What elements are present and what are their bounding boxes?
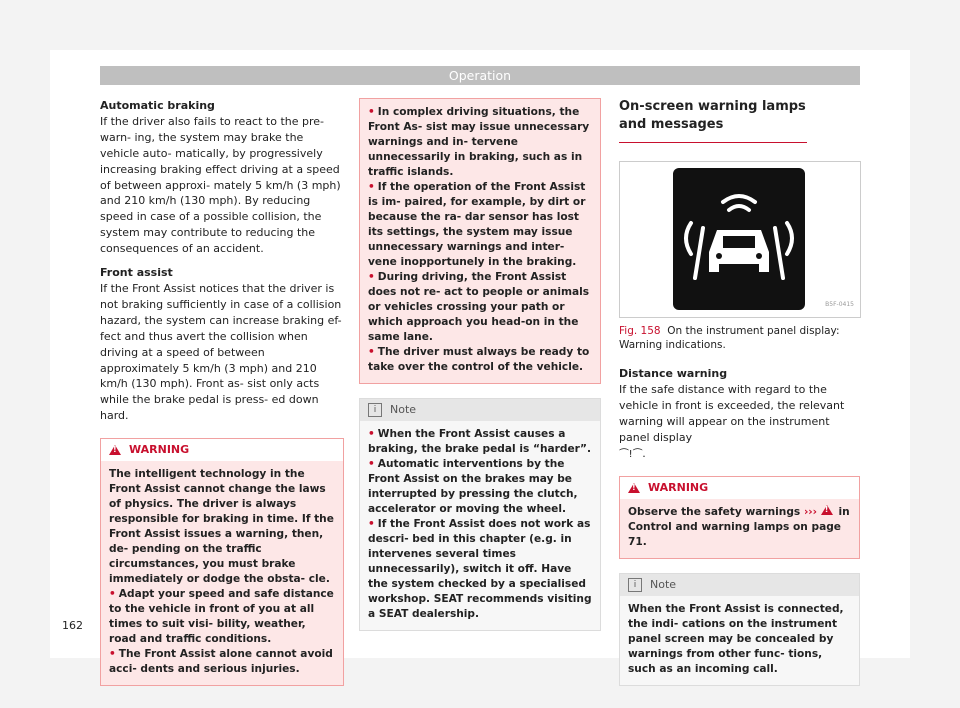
paragraph-front-assist: If the Front Assist notices that the driver is not braking sufficiently in case of a collision hazard, the system can increase braking ef- fect and thus avert the collision when driving at a speed of between approximately 5 km/h (3 mph) and 210 km/h (130 mph). Front as- sist only acts while the brake pedal is press- ed down hard. xyxy=(100,281,342,423)
column-3 xyxy=(619,98,860,686)
info-icon: i xyxy=(368,403,382,417)
warning-box-1 xyxy=(100,438,344,686)
warning-bullet: • The driver must always be ready to take over the control of the vehicle. xyxy=(368,346,590,373)
note-box-2 xyxy=(619,573,860,686)
heading-automatic-braking: Automatic braking xyxy=(100,99,215,112)
bullet-icon: • xyxy=(368,181,375,193)
section-header: Operation xyxy=(100,66,860,85)
bullet-icon: • xyxy=(368,458,375,470)
front-assist-warning-icon xyxy=(673,168,805,310)
paragraph-distance-warning: If the safe distance with regard to the vehicle in front is exceeded, the relevant warning will appear on the instrument panel display ⏜!⏜. xyxy=(619,382,845,460)
bullet-icon: • xyxy=(109,648,116,661)
note-bullet: • If the Front Assist does not work as descri- bed in this chapter (e.g. in intervenes several times unnecessarily), switch it off. Have the system checked by a specialised workshop. SEAT recommends visiting a SEAT dealership. xyxy=(368,518,592,620)
heading-distance-warning: Distance warning xyxy=(619,367,728,380)
info-icon: i xyxy=(628,578,642,592)
warning-bullet: • In complex driving situations, the Front As- sist may issue unnecessary warnings and in- tervene unnecessarily in braking, such as in traffic islands. xyxy=(368,106,590,178)
column-1 xyxy=(100,98,344,686)
heading-front-assist: Front assist xyxy=(100,266,173,280)
warning-triangle-icon xyxy=(628,483,640,493)
bullet-icon: • xyxy=(368,271,375,283)
column-2 xyxy=(359,98,601,631)
warning-intro: The intelligent technology in the Front Assist cannot change the laws of physics. The driver is always responsible for braking in time. If the Front Assist issues a warning, then, de- pending on the traffic circumstances, you must brake immediately or dodge the obsta- cle. xyxy=(109,468,334,586)
note-title: Note xyxy=(390,403,417,417)
paragraph-automatic-braking: If the driver also fails to react to the pre-warn- ing, the system may brake the vehicle auto- matically, by progressively increasing braking effect driving at a speed of between approxi- mately 5 km/h (3 mph) and 210 km/h (130 mph). By reducing speed in case of a possible collision, the system may contribute to reducing the consequences of an accident. xyxy=(100,114,341,256)
note-text: When the Front Assist is connected, the indi- cations on the instrument panel screen may be concealed by warnings from other func- tions, such as an incoming call. xyxy=(628,603,844,676)
warning-bullet: • During driving, the Front Assist does not re- act to people or animals or vehicles crossing your path or which approach you head-on in the same lane. xyxy=(368,271,590,343)
note-bullet: • When the Front Assist causes a braking, the brake pedal is “harder”. xyxy=(368,428,592,455)
warning-bullet: • The Front Assist alone cannot avoid acci- dents and serious injuries. xyxy=(109,648,333,676)
warning-bullet: • If the operation of the Front Assist is im- paired, for example, by dirt or because the ra- dar sensor has lost its settings, the system may issue unnecessary warnings and inter- vene inopportunely in the braking. xyxy=(368,181,586,268)
distance-warning-symbol-icon: ⏜!⏜ xyxy=(619,448,643,460)
figure-158 xyxy=(619,161,861,318)
page-number: 162 xyxy=(62,619,83,632)
warning-box-2 xyxy=(619,476,860,559)
note-title: Note xyxy=(650,578,677,592)
instrument-display xyxy=(673,168,805,310)
warning-bullet: • Adapt your speed and safe distance to the vehicle in front of you at all times to suit visi- bility, weather, road and traffic conditions. xyxy=(109,588,334,646)
bullet-icon: • xyxy=(109,588,116,601)
bullet-icon: • xyxy=(368,518,375,530)
note-bullet: • Automatic interventions by the Front Assist on the brakes may be interrupted by pressing the clutch, accelerator or moving the wheel. xyxy=(368,458,578,515)
warning-title: WARNING xyxy=(129,443,190,457)
bullet-icon: • xyxy=(368,428,375,440)
figure-caption: Fig. 158 On the instrument panel display: Warning indications. xyxy=(619,325,840,351)
bullet-icon: • xyxy=(368,106,375,118)
warning-box-continued xyxy=(359,98,601,384)
warning-title: WARNING xyxy=(648,481,709,495)
link-arrows[interactable]: ››› xyxy=(803,506,818,519)
bullet-icon: • xyxy=(368,346,375,358)
warning-triangle-icon xyxy=(109,445,121,455)
warning-text: Observe the safety warnings ››› ! in Control and warning lamps on page 71. xyxy=(628,505,851,550)
figure-id: B5F-0415 xyxy=(825,301,854,309)
section-heading: On-screen warning lamps and messages xyxy=(619,98,807,143)
note-box-1 xyxy=(359,398,601,631)
warning-triangle-inline-icon xyxy=(821,505,833,515)
